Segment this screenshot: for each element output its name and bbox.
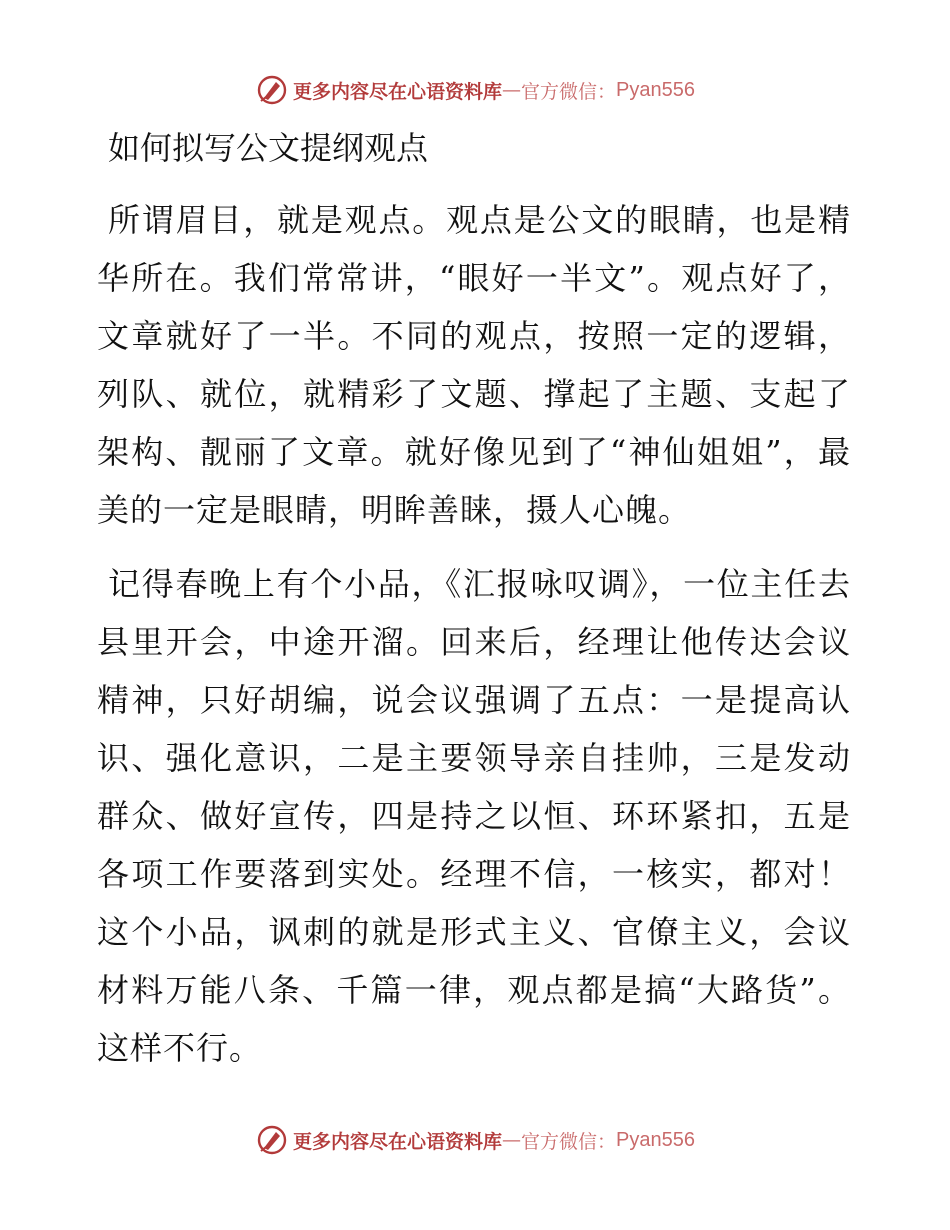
banner-separator: — — [502, 79, 522, 101]
paragraph-2: 记得春晚上有个小品，《汇报咏叹调》，一位主任去县里开会，中途开溜。回来后，经理让他传达会议精神，只好胡编，说会议强调了五点：一是提高认识、强化意识，二是主要领导亲自挂帅，三是发动群众、做好宣传，四是持之以恒、环环紧扣，五是各项工作要落到实处。经理不信，一核实，都对！这个小品，讽刺的就是形式主义、官僚主义，会议材料万能八条、千篇一律，观点都是搞“大路货”。这样不行。 — [97, 565, 851, 1067]
watermark-banner-bottom — [0, 1120, 950, 1160]
banner-main-text: 更多内容尽在心语资料库 — [293, 1130, 503, 1153]
banner-label: 官方微信： — [521, 1130, 617, 1153]
banner-main-text: 更多内容尽在心语资料库 — [293, 80, 503, 103]
watermark-banner-top — [0, 70, 950, 110]
pen-nib-circle-icon — [255, 1123, 289, 1157]
document-title: 如何拟写公文提纲观点 — [108, 129, 429, 167]
banner-wechat-id: Pyan556 — [616, 1128, 695, 1151]
paragraph-1: 所谓眉目，就是观点。观点是公文的眼睛，也是精华所在。我们常常讲，“眼好一半文”。观点好了，文章就好了一半。不同的观点，按照一定的逻辑，列队、就位，就精彩了文题、撑起了主题、支起了架构、靓丽了文章。就好像见到了“神仙姐姐”，最美的一定是眼睛，明眸善睐，摄人心魄。 — [97, 201, 851, 529]
banner-label: 官方微信： — [521, 80, 617, 103]
pen-nib-circle-icon — [255, 73, 289, 107]
banner-separator: — — [502, 1129, 522, 1151]
banner-wechat-id: Pyan556 — [616, 78, 695, 101]
